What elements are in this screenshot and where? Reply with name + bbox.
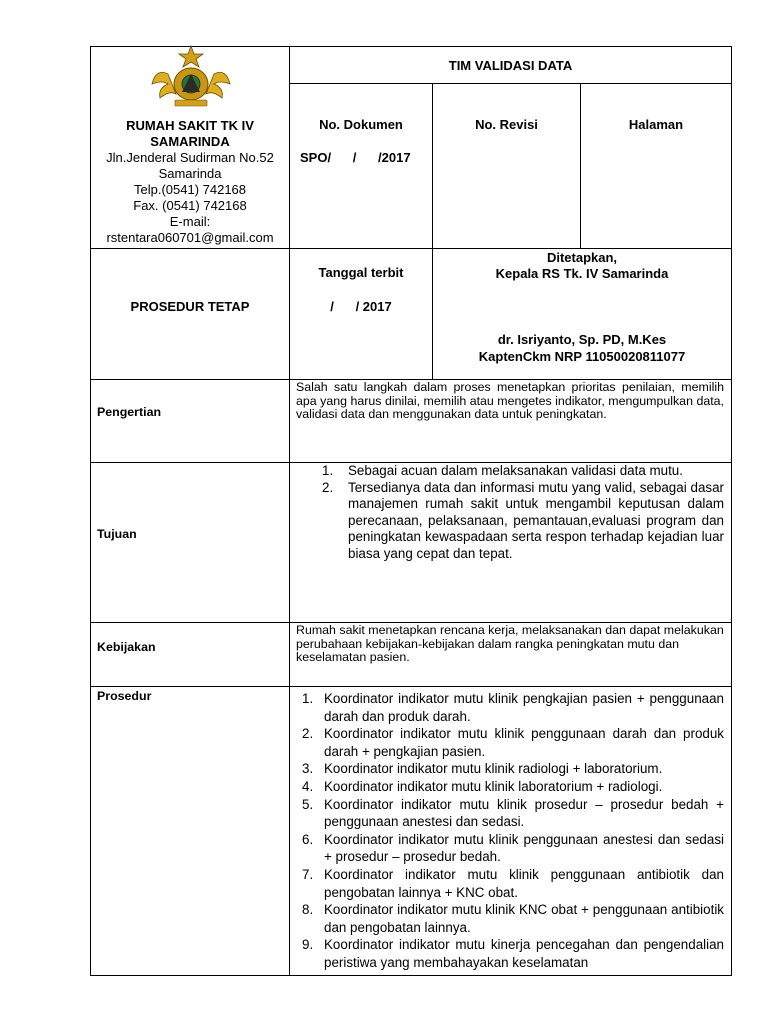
list-item-text: Sebagai acuan dalam melaksanakan validasi data mutu. (348, 463, 683, 478)
fax-line: Fax. (0541) 742168 (133, 198, 247, 213)
list-item-text: Koordinator indikator mutu klinik prosedur – prosedur bedah + penggunaan anestesi dan sedasi. (324, 796, 724, 830)
section-label-tujuan: Tujuan (97, 527, 137, 541)
list-item: 8. Koordinator indikator mutu klinik KNC obat + penggunaan antibiotik dan pengobatan lainnya. (302, 902, 724, 935)
procedure-type-label: PROSEDUR TETAP (130, 299, 250, 314)
signatory-block (433, 332, 731, 365)
phone-line: Telp.(0541) 742168 (133, 182, 247, 197)
revision-label: No. Revisi (475, 117, 538, 132)
issue-date-label: Tanggal terbit (318, 265, 404, 280)
hospital-info (91, 118, 289, 246)
list-item: 7. Koordinator indikator mutu klinik penggunaan antibiotik dan pengobatan lainnya + KNC obat. (302, 866, 724, 900)
list-item-text: Koordinator indikator mutu klinik penggunaan antibiotik dan pengobatan lainnya + KNC obat. (324, 866, 724, 900)
document-title: TIM VALIDASI DATA (448, 58, 573, 73)
list-item-text: Koordinator indikator mutu klinik radiologi + laboratorium. (324, 761, 663, 777)
email-label: E-mail: (169, 214, 211, 229)
approval-heading (433, 250, 731, 282)
hospital-name: RUMAH SAKIT TK IV SAMARINDA (126, 118, 254, 149)
section-text-kebijakan: Rumah sakit menetapkan rencana kerja, melaksanakan dan dapat melakukan perubahaan kebijakan-kebijakan dalam rangka peningkatan mutu dan keselamatan pasien. (296, 623, 724, 665)
section-label-prosedur: Prosedur (97, 689, 152, 703)
tujuan-list (322, 463, 724, 563)
table-divider-row4 (90, 686, 732, 687)
hospital-emblem-logo (148, 44, 234, 112)
table-border-bottom (90, 975, 732, 976)
signatory-name: dr. Isriyanto, Sp. PD, M.Kes (497, 332, 667, 347)
list-item: 4. Koordinator indikator mutu klinik laboratorium + radiologi. (302, 778, 724, 796)
issue-date-value: / / 2017 (330, 299, 392, 314)
list-item: 5. Koordinator indikator mutu klinik prosedur – prosedur bedah + penggunaan anestesi dan sedasi. (302, 796, 724, 830)
table-border-right (731, 46, 732, 976)
list-item: 2. Tersedianya data dan informasi mutu yang valid, sebagai dasar manajemen rumah sakit untuk mengambil keputusan dalam perecanaan, pelaksanaan, pemantauan,evaluasi program dan peningkatan kewaspadaan serta respon terhadap kejadian luar biasa yang cepat dan tepat. (322, 479, 724, 561)
table-divider-col1 (289, 46, 290, 976)
section-label-pengertian: Pengertian (97, 405, 162, 419)
list-item-text: Koordinator indikator mutu klinik penggunaan anestesi dan sedasi + prosedur – prosedur bedah. (324, 831, 724, 865)
table-divider-col3 (580, 83, 581, 248)
address-line: Samarinda (158, 166, 222, 181)
page-label: Halaman (628, 117, 684, 132)
signatory-rank: KaptenCkm NRP 11050020811077 (478, 349, 686, 364)
list-item: 1. Sebagai acuan dalam melaksanakan validasi data mutu. (322, 463, 724, 480)
approval-line: Ditetapkan, (546, 250, 618, 265)
list-item: 3. Koordinator indikator mutu klinik radiologi + laboratorium. (302, 760, 724, 778)
list-item-text: Koordinator indikator mutu kinerja pencegahan dan pengendalian peristiwa yang membahayakan keselamatan (324, 937, 724, 970)
section-text-pengertian: Salah satu langkah dalam proses menetapkan prioritas penilaian, memilih apa yang harus dinilai, memilih atau mengetes indikator, mengumpulkan data, validasi data dan menggunakan data untuk peningkatan. (296, 380, 724, 422)
email-address: rstentara060701@gmail.com (106, 230, 274, 245)
doc-number-label: No. Dokumen (319, 117, 403, 132)
list-item: 9. Koordinator indikator mutu kinerja pencegahan dan pengendalian peristiwa yang membahayakan keselamatan (302, 937, 724, 970)
table-divider-header (90, 248, 732, 249)
section-label-kebijakan: Kebijakan (97, 640, 156, 654)
list-item-text: Koordinator indikator mutu klinik pengkajian pasien + penggunaan darah dan produk darah. (324, 691, 724, 724)
list-item-text: Koordinator indikator mutu klinik KNC obat + penggunaan antibiotik dan pengobatan lainnya. (324, 902, 724, 935)
list-item: 1. Koordinator indikator mutu klinik pengkajian pasien + penggunaan darah dan produk darah. (302, 691, 724, 724)
list-item-text: Tersedianya data dan informasi mutu yang valid, sebagai dasar manajemen rumah sakit untuk mengambil keputusan dalam perecanaan, pelaksanaan, pemantauan,evaluasi program dan peningkatan kewaspadaan serta respon terhadap kejadian luar biasa yang cepat dan tepat. (348, 479, 724, 561)
list-item: 2. Koordinator indikator mutu klinik penggunaan darah dan produk darah + pengkajian pasien. (302, 726, 724, 759)
approval-line: Kepala RS Tk. IV Samarinda (495, 266, 669, 281)
address-line: Jln.Jenderal Sudirman No.52 (106, 150, 274, 165)
doc-number-value: SPO/ / /2017 (300, 150, 411, 165)
list-item-text: Koordinator indikator mutu klinik penggunaan darah dan produk darah + pengkajian pasien. (324, 726, 724, 759)
table-divider-title (289, 83, 732, 84)
list-item-text: Koordinator indikator mutu klinik laboratorium + radiologi. (324, 778, 663, 794)
prosedur-list (302, 690, 724, 972)
list-item: 6. Koordinator indikator mutu klinik penggunaan anestesi dan sedasi + prosedur – prosedur bedah. (302, 831, 724, 865)
